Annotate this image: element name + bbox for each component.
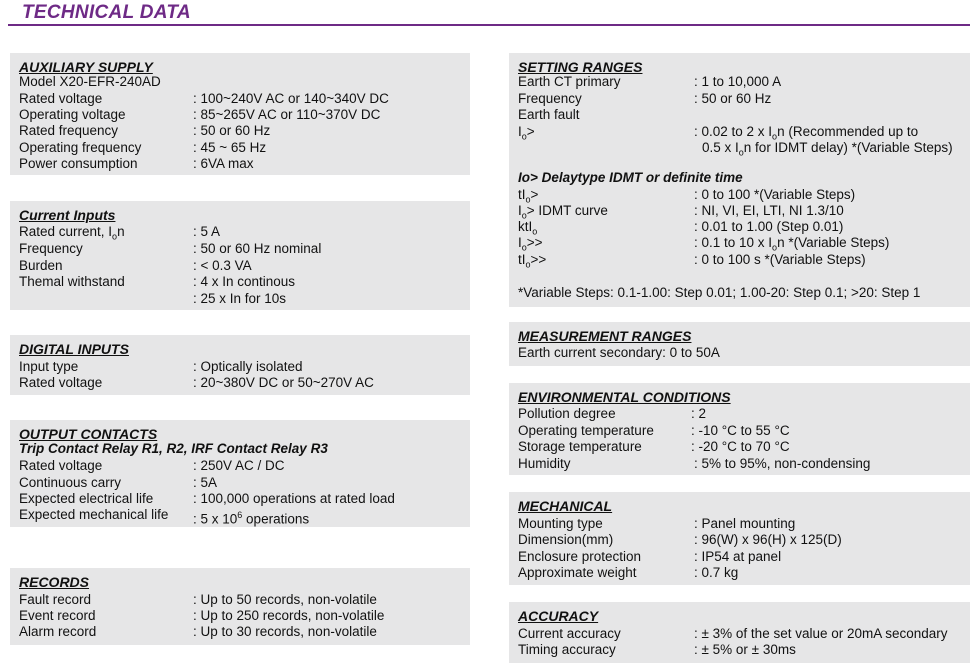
- spec-row: Event record : Up to 250 records, non-volatile: [19, 608, 385, 623]
- current-inputs-heading: Current Inputs: [19, 207, 116, 223]
- spec-row: Timing accuracy : ± 5% or ± 30ms: [518, 642, 796, 657]
- spec-row: Expected electrical life : 100,000 operations at rated load: [19, 491, 395, 506]
- spec-row: Continuous carry : 5A: [19, 475, 218, 490]
- spec-row: Operating voltage : 85~265V AC or 110~370V DC: [19, 107, 381, 122]
- mechanical-section: [509, 492, 970, 585]
- auxiliary-supply-model: Model X20-EFR-240AD: [19, 74, 161, 89]
- output-contacts-heading: OUTPUT CONTACTS: [19, 426, 158, 442]
- spec-row: Approximate weight : 0.7 kg: [518, 565, 739, 580]
- current-inputs-section: [10, 201, 470, 310]
- spec-row: $I_o>$ : 0.02 to 2 x $I_on$ (Recommended up to: [518, 124, 919, 142]
- spec-row: Burden : < 0.3 VA: [19, 258, 252, 273]
- output-contacts-subheading: Trip Contact Relay R1, R2, IRF Contact Relay R3: [19, 441, 328, 456]
- spec-row: Enclosure protection : IP54 at panel: [518, 549, 782, 564]
- spec-row: $tI_o>$ : 0 to 100 *(Variable Steps): [518, 187, 856, 205]
- spec-row: Input type : Optically isolated: [19, 359, 303, 374]
- accuracy-section: [509, 602, 970, 663]
- spec-row: : 25 x In for 10s: [193, 291, 287, 306]
- spec-row: Operating frequency : 45 ~ 65 Hz: [19, 140, 267, 155]
- spec-row: Rated voltage : 100~240V AC or 140~340V DC: [19, 91, 389, 106]
- spec-row: Earth CT primary : 1 to 10,000 A: [518, 74, 782, 89]
- spec-row: Current accuracy : ± 3% of the set value or 20mA secondary: [518, 626, 948, 641]
- measurement-ranges-heading: MEASUREMENT RANGES: [518, 328, 692, 344]
- spec-row: Dimension(mm) : 96(W) x 96(H) x 125(D): [518, 532, 842, 547]
- variable-steps-note: *Variable Steps: 0.1-1.00: Step 0.01; 1.00-20: Step 0.1; >20: Step 1: [518, 285, 921, 300]
- spec-row: Frequency : 50 or 60 Hz: [518, 91, 772, 106]
- spec-row: 0.5 x $I_on$ for IDMT delay) *(Variable Steps): [702, 140, 953, 158]
- environmental-conditions-section: [509, 383, 970, 475]
- spec-row: Rated frequency : 50 or 60 Hz: [19, 123, 271, 138]
- spec-row: Operating temperature : -10 °C to 55 °C: [518, 423, 790, 438]
- spec-row: Rated voltage : 250V AC / DC: [19, 458, 285, 473]
- spec-row: Earth fault: [518, 107, 580, 122]
- measurement-ranges-section: [509, 322, 970, 366]
- page-title: TECHNICAL DATA: [22, 2, 191, 23]
- spec-row: Fault record : Up to 50 records, non-volatile: [19, 592, 377, 607]
- title-divider: [8, 24, 970, 26]
- setting-ranges-section: [509, 53, 970, 307]
- records-section: [10, 568, 470, 645]
- auxiliary-supply-heading: AUXILIARY SUPPLY: [19, 59, 153, 75]
- spec-row: Alarm record : Up to 30 records, non-volatile: [19, 624, 377, 639]
- spec-row: Frequency : 50 or 60 Hz nominal: [19, 241, 322, 256]
- spec-row: Rated voltage : 20~380V DC or 50~270V AC: [19, 375, 374, 390]
- delaytype-heading: Io> Delaytype IDMT or definite time: [518, 170, 743, 185]
- setting-ranges-heading: SETTING RANGES: [518, 59, 643, 75]
- environmental-conditions-heading: ENVIRONMENTAL CONDITIONS: [518, 389, 731, 405]
- spec-row: Humidity : 5% to 95%, non-condensing: [518, 456, 871, 471]
- spec-row: Mounting type : Panel mounting: [518, 516, 796, 531]
- records-heading: RECORDS: [19, 574, 90, 590]
- digital-inputs-section: [10, 335, 470, 395]
- spec-row: $I_o>>$ : 0.1 to 10 x $I_on$ *(Variable Steps): [518, 235, 890, 253]
- auxiliary-supply-section: [10, 53, 470, 175]
- accuracy-heading: ACCURACY: [518, 608, 599, 624]
- spec-row: $I_o>$ IDMT curve : NI, VI, EI, LTI, NI 1.3/10: [518, 203, 844, 221]
- spec-row: Themal withstand : 4 x In continous: [19, 274, 296, 289]
- spec-row: Pollution degree : 2: [518, 406, 707, 421]
- spec-row: ktI$_o$ : 0.01 to 1.00 (Step 0.01): [518, 219, 844, 237]
- spec-row: $tI_o>>$ : 0 to 100 s *(Variable Steps): [518, 252, 866, 270]
- output-contacts-section: [10, 420, 470, 527]
- spec-row: Rated current, $I_on$ : 5 A: [19, 224, 221, 242]
- spec-row: Power consumption : 6VA max: [19, 156, 254, 171]
- spec-row: Expected mechanical life : 5 x $10^6$ operations: [19, 507, 310, 527]
- digital-inputs-heading: DIGITAL INPUTS: [19, 341, 129, 357]
- measurement-ranges-text: Earth current secondary: 0 to 50A: [518, 345, 720, 360]
- mechanical-heading: MECHANICAL: [518, 498, 613, 514]
- spec-row: Storage temperature : -20 °C to 70 °C: [518, 439, 790, 454]
